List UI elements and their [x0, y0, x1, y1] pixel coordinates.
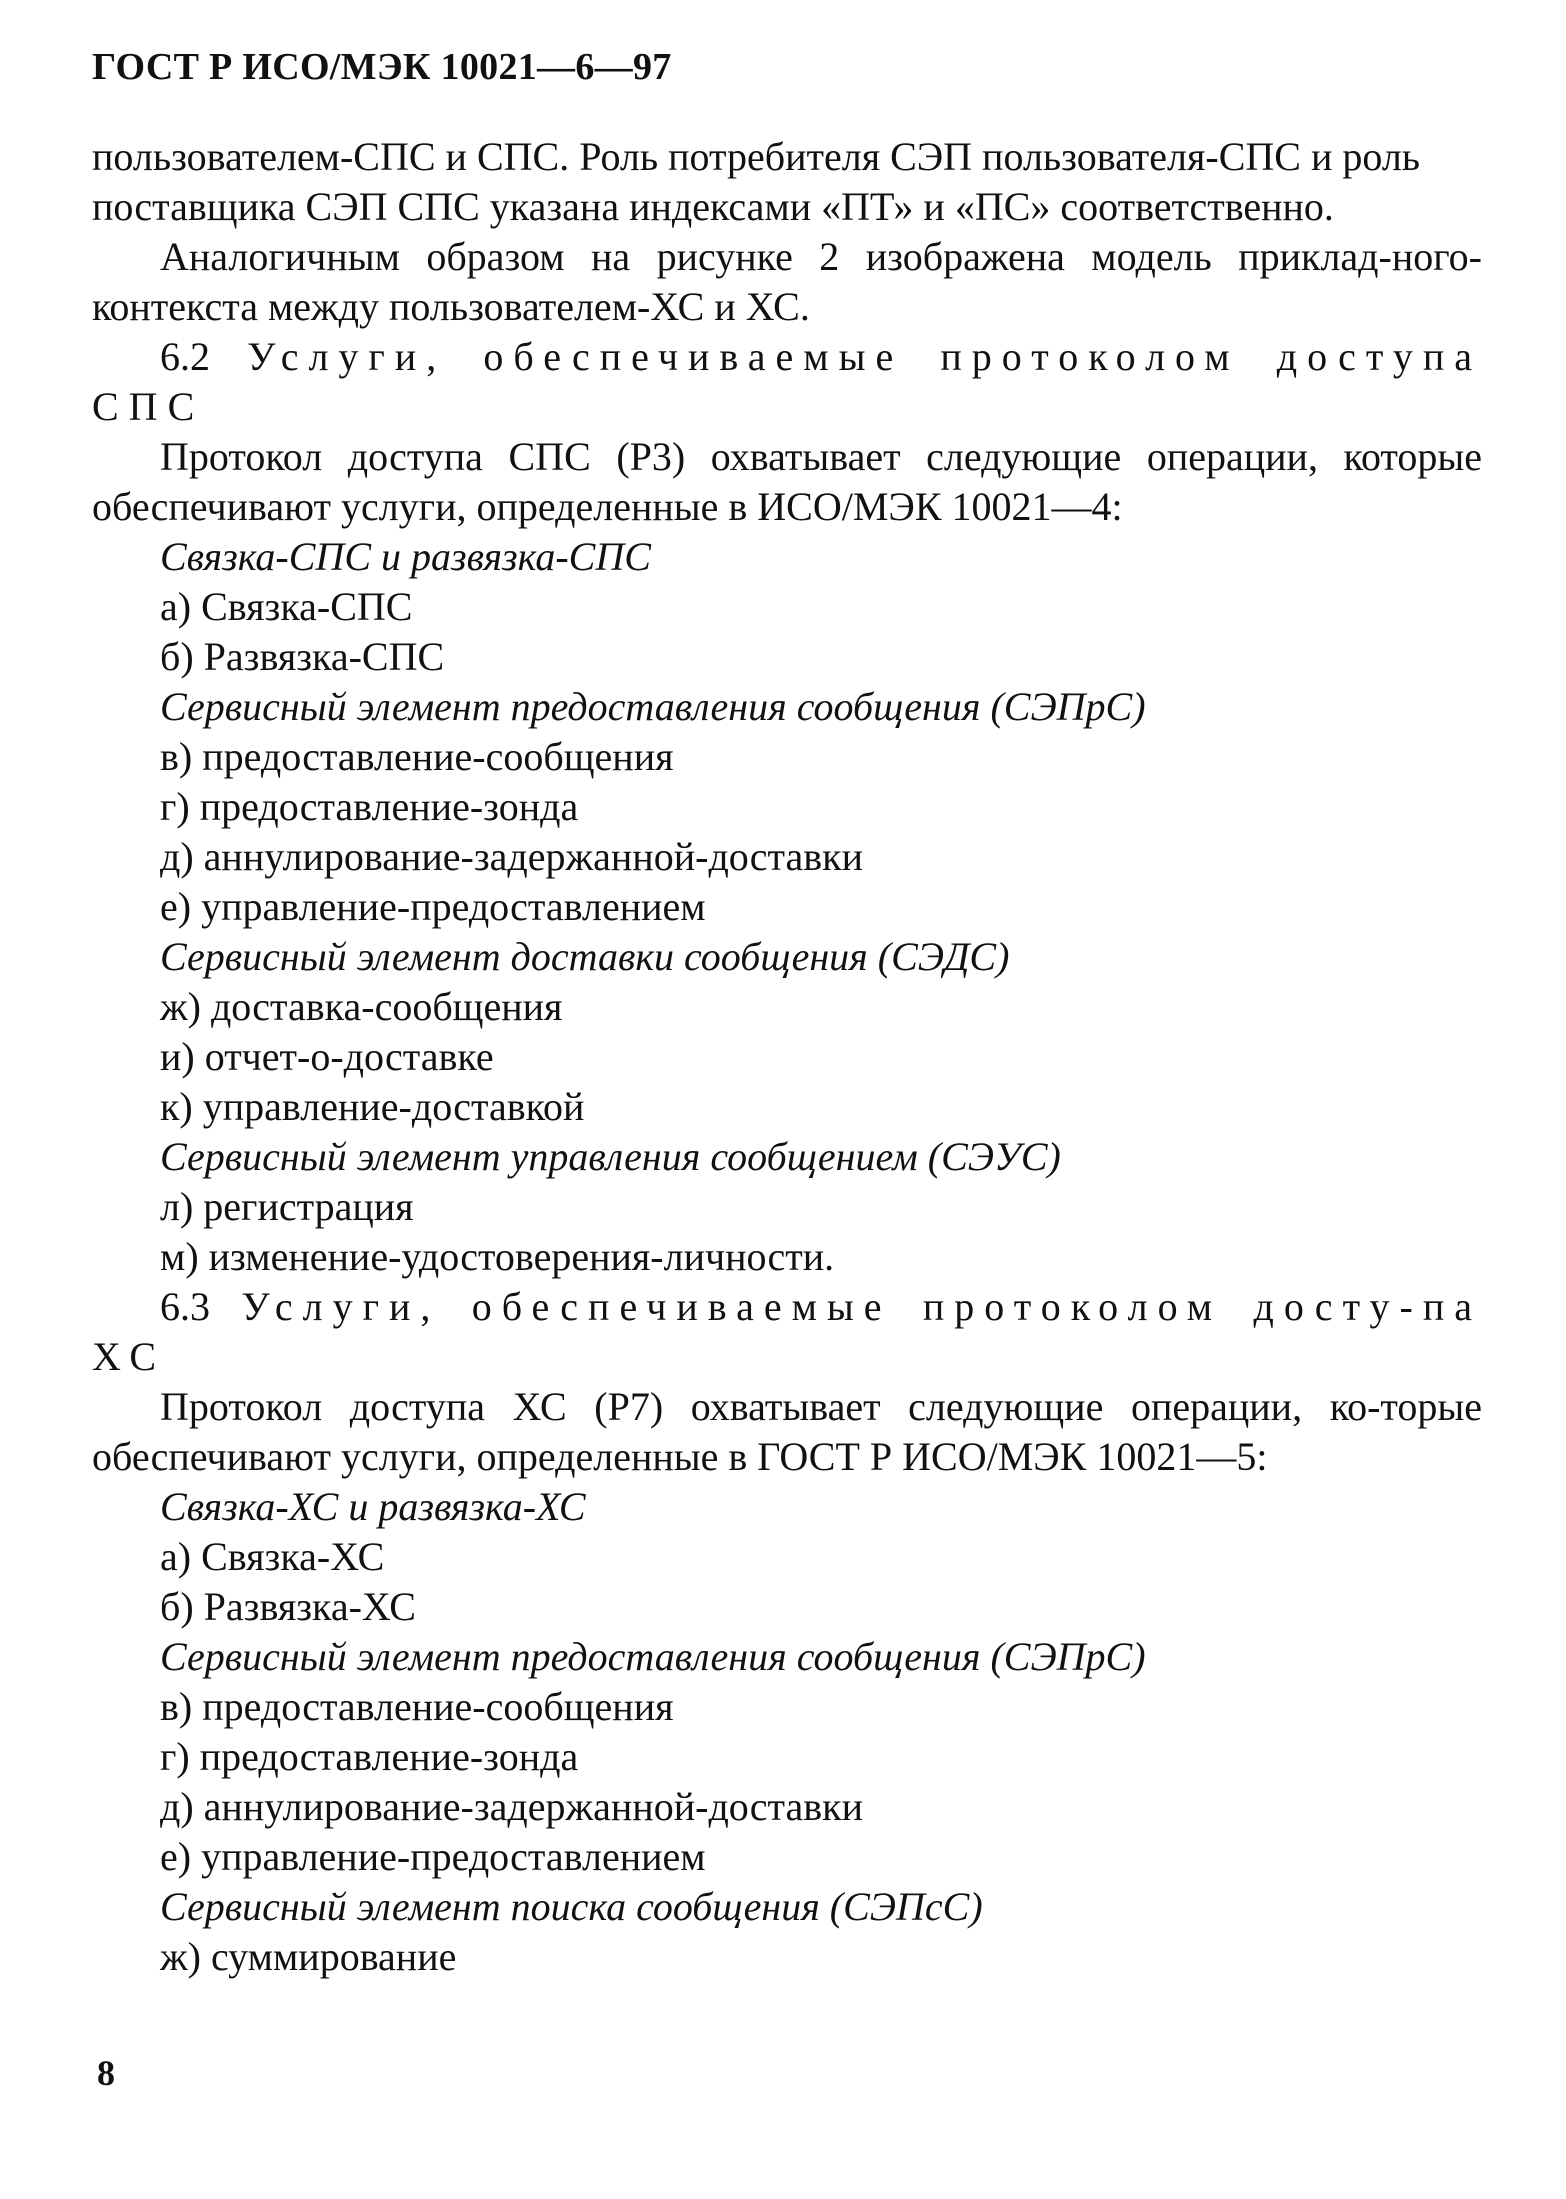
list-item: д) аннулирование-задержанной-доставки [160, 1784, 863, 1829]
group-title: Сервисный элемент предоставления сообщения (СЭПрС) [160, 1634, 1146, 1679]
list-item: б) Развязка-СПС [160, 634, 445, 679]
group-title: Сервисный элемент управления сообщением (СЭУС) [160, 1134, 1061, 1179]
section-paragraph: Протокол доступа ХС (Р7) охватывает следующие операции, ко-торые обеспечивают услуги, определенные в ГОСТ Р ИСО/МЭК 10021—5: [92, 1384, 1482, 1479]
group-title: Сервисный элемент предоставления сообщения (СЭПрС) [160, 684, 1146, 729]
list-item: е) управление-предоставлением [160, 884, 706, 929]
list-item: е) управление-предоставлением [160, 1834, 706, 1879]
section-number: 6.2 [160, 334, 210, 379]
page-content [92, 132, 1482, 1982]
list-item: г) предоставление-зонда [160, 784, 579, 829]
page-number: 8 [97, 2053, 115, 2093]
list-item: в) предоставление-сообщения [160, 1684, 674, 1729]
list-item: и) отчет-о-доставке [160, 1034, 494, 1079]
list-item: в) предоставление-сообщения [160, 734, 674, 779]
section-heading-6-2 [92, 332, 1482, 432]
group-title: Сервисный элемент доставки сообщения (СЭДС) [160, 934, 1010, 979]
list-item: ж) суммирование [160, 1934, 457, 1979]
list-item: д) аннулирование-задержанной-доставки [160, 834, 863, 879]
group-title: Связка-ХС и развязка-ХС [160, 1484, 586, 1529]
list-item: г) предоставление-зонда [160, 1734, 579, 1779]
list-item: к) управление-доставкой [160, 1084, 585, 1129]
list-item: а) Связка-СПС [160, 584, 413, 629]
section-number: 6.3 [160, 1284, 210, 1329]
section-title: Услуги, обеспечиваемые протоколом доступа СПС [92, 334, 1482, 429]
list-item: ж) доставка-сообщения [160, 984, 563, 1029]
list-item: м) изменение-удостоверения-личности. [160, 1234, 835, 1279]
intro-paragraph-2: Аналогичным образом на рисунке 2 изображена модель приклад-ного-контекста между пользователем-ХС и ХС. [92, 234, 1482, 329]
list-item: л) регистрация [160, 1184, 414, 1229]
section-paragraph: Протокол доступа СПС (Р3) охватывает следующие операции, которые обеспечивают услуги, определенные в ИСО/МЭК 10021—4: [92, 434, 1482, 529]
intro-paragraph-1: пользователем-СПС и СПС. Роль потребителя СЭП пользователя-СПС и роль поставщика СЭП СПС указана индексами «ПТ» и «ПС» соответственно. [92, 134, 1421, 229]
list-item: а) Связка-ХС [160, 1534, 385, 1579]
document-header: ГОСТ Р ИСО/МЭК 10021—6—97 [92, 46, 672, 88]
group-title: Связка-СПС и развязка-СПС [160, 534, 651, 579]
section-title: Услуги, обеспечиваемые протоколом досту-па ХС [92, 1284, 1482, 1379]
group-title: Сервисный элемент поиска сообщения (СЭПсС) [160, 1884, 983, 1929]
section-heading-6-3 [92, 1282, 1482, 1382]
list-item: б) Развязка-ХС [160, 1584, 416, 1629]
